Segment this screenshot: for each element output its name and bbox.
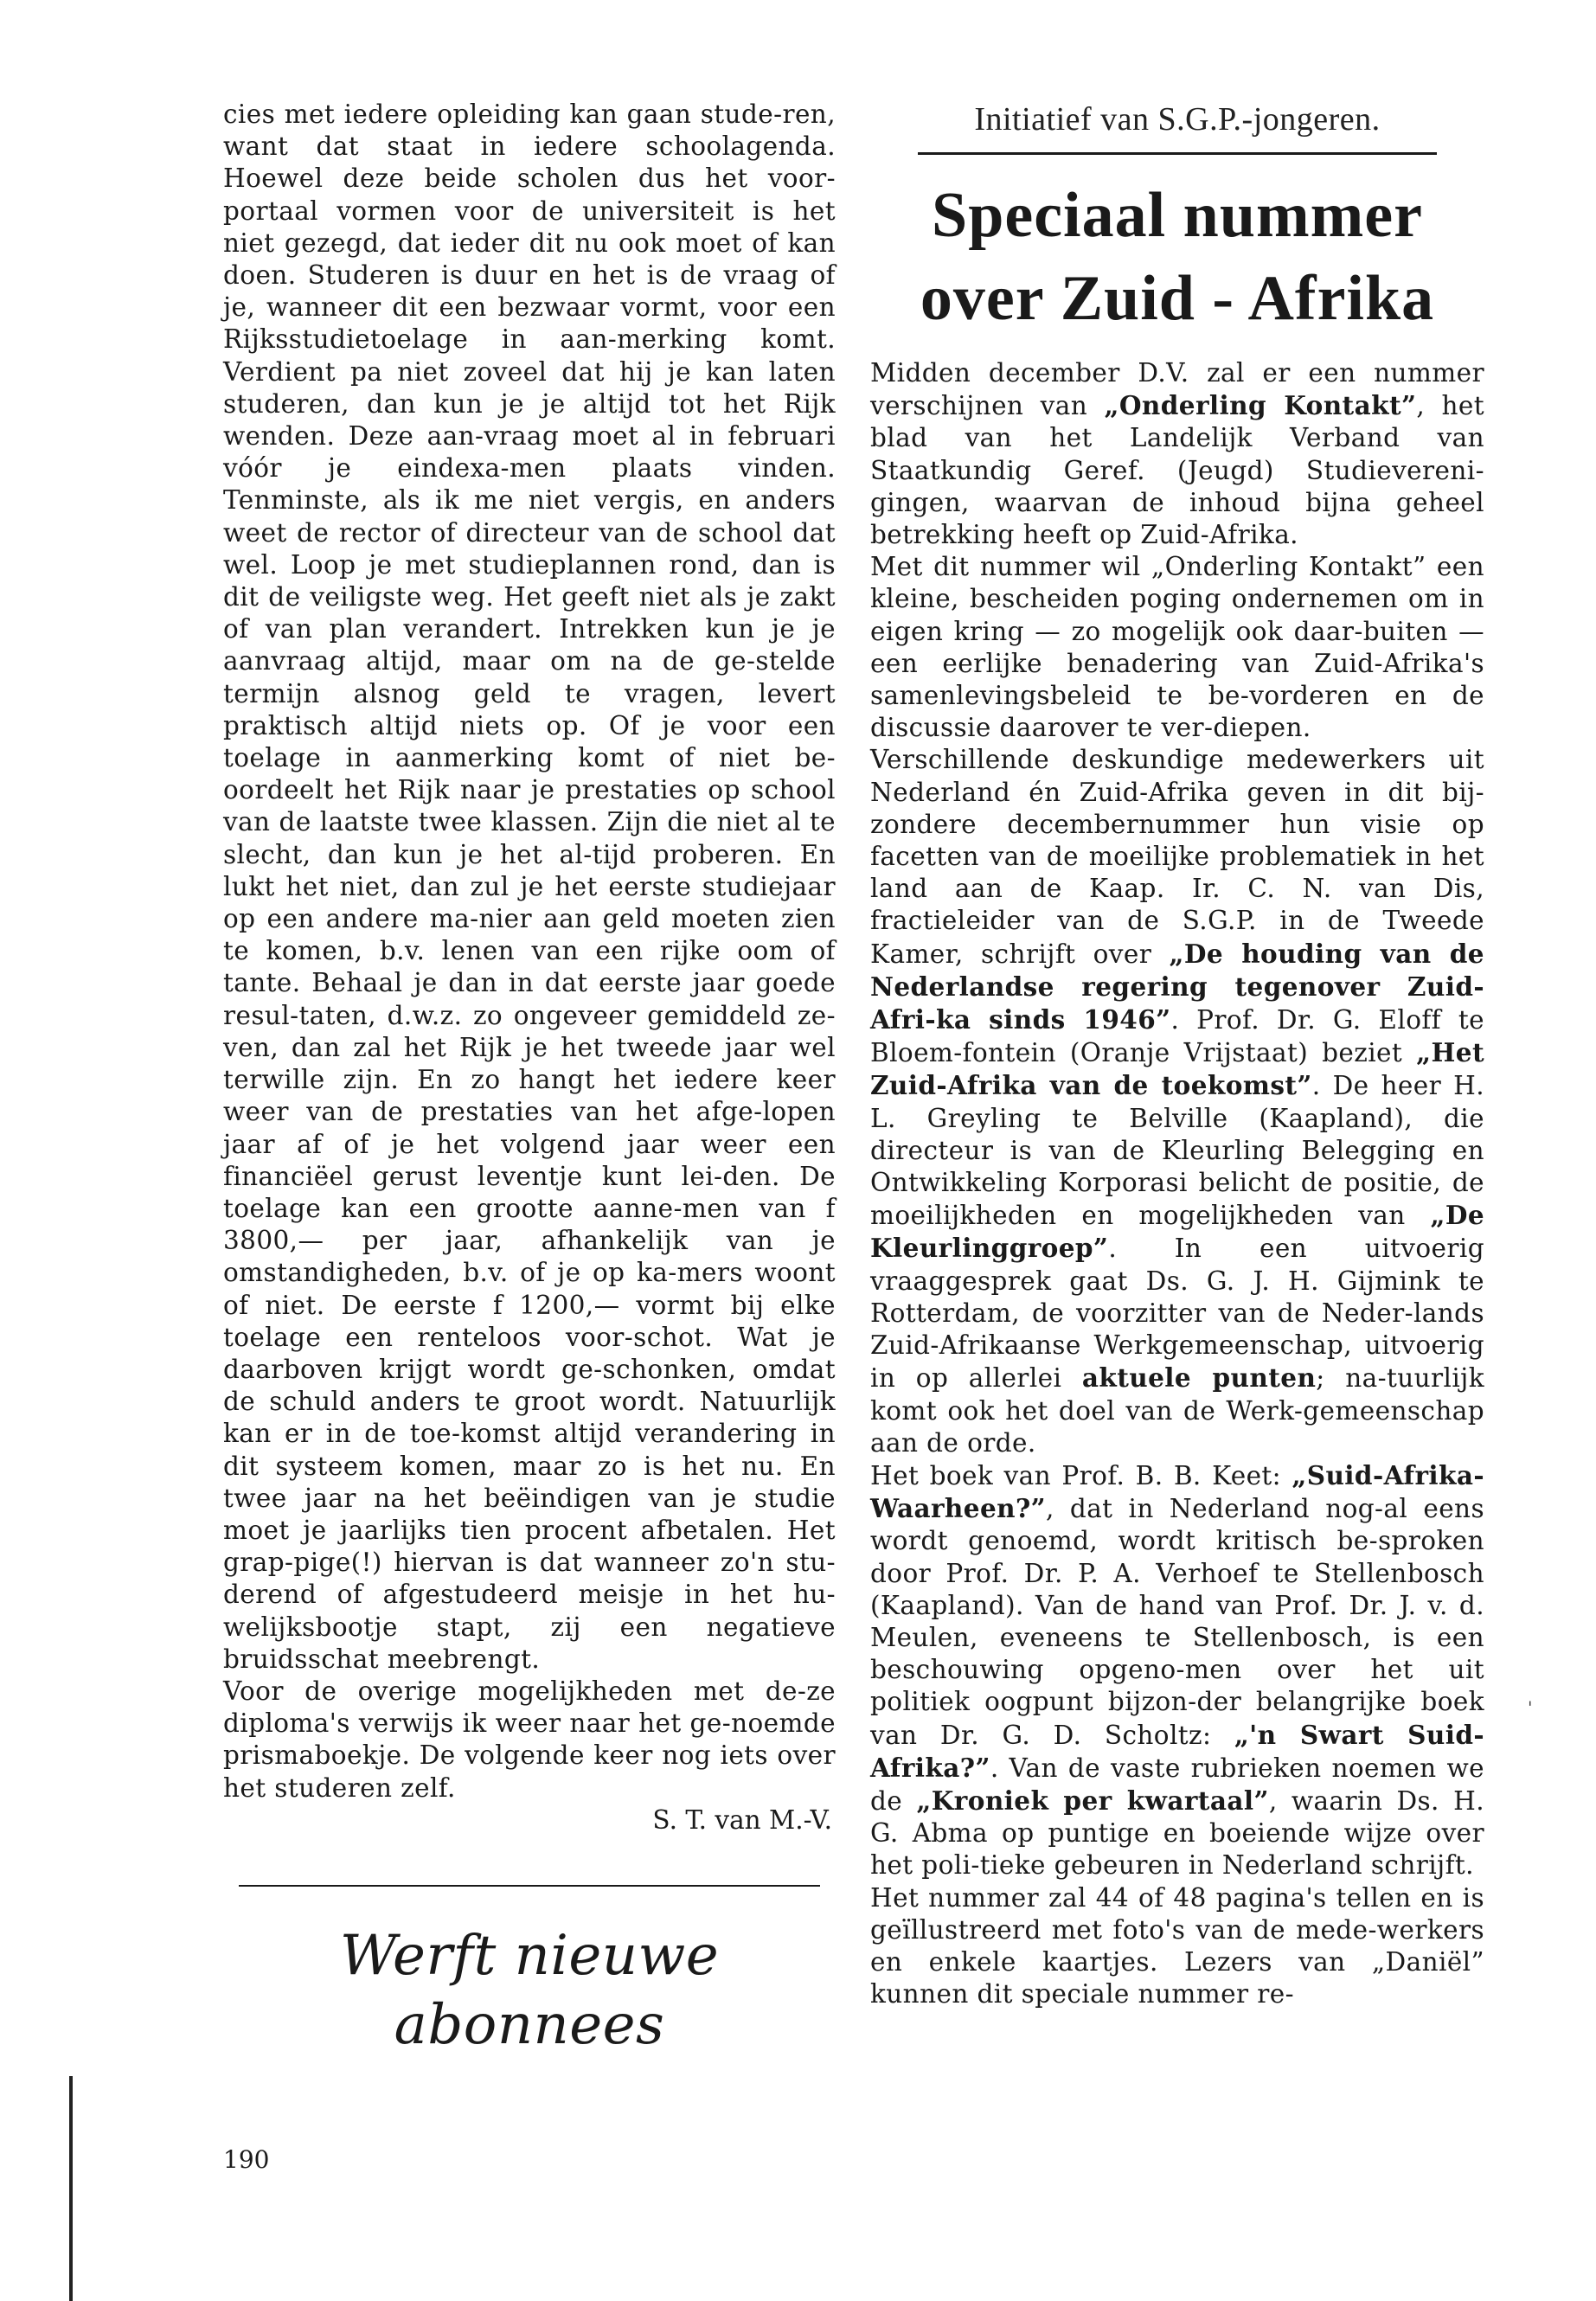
right-paragraph-4 [870, 1459, 1484, 1882]
text-run: . Prof. Dr. G. Eloff te Bloem-fontein (Oranje Vrijstaat) beziet [870, 1005, 1484, 1068]
article-title-bold: „De Kleurlinggroep” [870, 1200, 1484, 1264]
article-title-bold: „Het Zuid-Afrika van de toekomst” [870, 1037, 1484, 1101]
divider-rule [239, 1885, 820, 1887]
article-headline [870, 174, 1484, 340]
text-run: , waarin Ds. H. G. Abma op puntige en boeiende wijze over het poli-tieke gebeuren in Nederland schrijft. [870, 1785, 1484, 1881]
right-paragraph-3 [870, 744, 1484, 1458]
book-title-bold: „Suid-Afrika-Waarheen?” [870, 1459, 1484, 1524]
headline-line-1: Speciaal nummer [932, 180, 1423, 251]
text-run: Het boek van Prof. B. B. Keet: [870, 1460, 1292, 1490]
article-title-bold: aktuele punten [1081, 1362, 1317, 1394]
page-number: 190 [223, 2145, 270, 2174]
left-paragraph-2: Voor de overige mogelijkheden met de-ze diploma's verwijs ik weer naar het ge-noemde prismaboekje. De volgende keer nog iets over het studeren zelf. [223, 1676, 836, 1803]
book-title-bold: „'n Swart Suid-Afrika?” [870, 1719, 1484, 1783]
author-signature: S. T. van M.-V. [652, 1804, 832, 1835]
kicker-heading: Initiatief van S.G.P.-jongeren. [974, 101, 1381, 138]
headline-line-2: over Zuid - Afrika [920, 263, 1435, 334]
subscription-promo: Werft nieuwe abonnees [339, 1923, 720, 2057]
text-run: , het blad van het Landelijk Verband van Staatkundig Geref. (Jeugd) Studievereni-gingen, waarvan de inhoud bijna geheel betrekking heeft op Zuid-Afrika. [870, 391, 1484, 550]
right-paragraph-2: Met dit nummer wil „Onderling Kontakt” een kleine, bescheiden poging ondernemen om in eigen kring — zo mogelijk ook daar-buiten — een eerlijke benadering van Zuid-Afrika's samenlevingsbeleid te be-vorderen en de discussie daarover te ver-diepen. [870, 552, 1484, 743]
text-run: ; na-tuurlijk komt ook het doel van de Werk-gemeenschap aan de orde. [870, 1363, 1484, 1458]
left-paragraph-1: cies met iedere opleiding kan gaan stude-ren, want dat staat in iedere schoolagenda. Hoewel deze beide scholen dus het voor-portaal vormen voor de universiteit is het niet gezegd, dat ieder dit nu ook moet of kan doen. Studeren is duur en het is de vraag of je, wanneer dit een bezwaar vormt, voor een Rijksstudietoelage in aan-merking komt. Verdient pa niet zoveel dat hij je kan laten studeren, dan kun je je altijd tot het Rijk wenden. Deze aan-vraag moet al in februari vóór je eindexa-men plaats vinden. Tenminste, als ik me niet vergis, en anders weet de rector of directeur van de school dat wel. Loop je met studieplannen rond, dan is dit de veiligste weg. Het geeft niet als je zakt of van plan verandert. Intrekken kun je je aanvraag altijd, maar om na de ge-stelde termijn alsnog geld te vragen, levert praktisch altijd niets op. Of je voor een toelage in aanmerking komt of niet be-oordeelt het Rijk naar je prestaties op school van de laatste twee klassen. Zijn die niet al te slecht, dan kun je het al-tijd proberen. En lukt het niet, dan zul je het eerste studiejaar op een andere ma-nier aan geld moeten zien te komen, b.v. lenen van een rijke oom of tante. Behaal je dan in dat eerste jaar goede resul-taten, d.w.z. zo ongeveer gemiddeld ze-ven, dan zal het Rijk je het tweede jaar wel terwille zijn. En zo hangt het iedere keer weer van de prestaties van het afge-lopen jaar af of je het volgend jaar weer een financiëel gerust leventje kunt lei-den. De toelage kan een grootte aanne-men van f 3800,— per jaar, afhankelijk van je omstandigheden, b.v. of je op ka-mers woont of niet. De eerste f 1200,— vormt bij elke toelage een renteloos voor-schot. Wat je daarboven krijgt wordt ge-schonken, omdat de schuld anders te groot wordt. Natuurlijk kan er in de toe-komst altijd verandering in dit systeem komen, maar zo is het nu. En twee jaar na het beëindigen van je studie moet je jaarlijks tien procent afbetalen. Het grap-pige(!) hiervan is dat wanneer zo'n stu-derend of afgestudeerd meisje in het hu-welijksbootje stapt, zij een negatieve bruidsschat meebrengt. [223, 99, 836, 1674]
text-run: . De heer H. L. Greyling te Belville (Kaapland), die directeur is van de Kleurling Belegging en Ontwikkeling Korporasi belicht de positie, de moeilijkheden en mogelijkheden van [870, 1071, 1484, 1231]
text-run: Verschillende deskundige medewerkers uit Nederland én Zuid-Afrika geven in dit bij-zondere decembernummer hun visie op facetten van de moeilijke problematiek in het land aan de Kaap. Ir. C. N. van Dis, fractieleider van de S.G.P. in de Tweede Kamer, schrijft over [870, 745, 1484, 969]
kicker-rule [918, 152, 1437, 155]
page-edge-shadow [69, 2076, 73, 2301]
margin-mark: ' [1528, 1697, 1533, 1718]
publication-title: „Onderling Kontakt” [1104, 390, 1417, 421]
right-paragraph-1 [870, 357, 1484, 551]
text-run: Midden december D.V. zal er een nummer verschijnen van [870, 358, 1484, 421]
right-article-body [870, 357, 1484, 2010]
left-article-body [223, 99, 836, 1804]
right-column [870, 99, 1484, 2010]
right-paragraph-5: Het nummer zal 44 of 48 pagina's tellen en is geïllustreerd met foto's van de mede-werkers en enkele kaartjes. Lezers van „Daniël” kunnen dit speciale nummer re- [870, 1882, 1484, 2009]
text-run: . In een uitvoerig vraaggesprek gaat Ds. G. J. H. Gijmink te Rotterdam, de voorzitter van de Neder-lands Zuid-Afrikaanse Werkgemeenschap, uitvoerig in op allerlei [870, 1234, 1484, 1394]
text-run: . Van de vaste rubrieken noemen we de [870, 1753, 1484, 1816]
article-title-bold: „De houding van de Nederlandse regering tegenover Zuid-Afri-ka sinds 1946” [870, 938, 1484, 1035]
text-run: , dat in Nederland nog-al eens wordt genoemd, wordt kritisch be-sproken door Prof. Dr. P. A. Verhoef te Stellenbosch (Kaapland). Van de hand van Prof. Dr. J. v. d. Meulen, eveneens te Stellenbosch, is een beschouwing opgeno-men over het uit politiek oogpunt bijzon-der belangrijke boek van Dr. G. D. Scholtz: [870, 1494, 1484, 1750]
rubric-title-bold: „Kroniek per kwartaal” [916, 1785, 1269, 1816]
left-column [223, 99, 836, 2060]
